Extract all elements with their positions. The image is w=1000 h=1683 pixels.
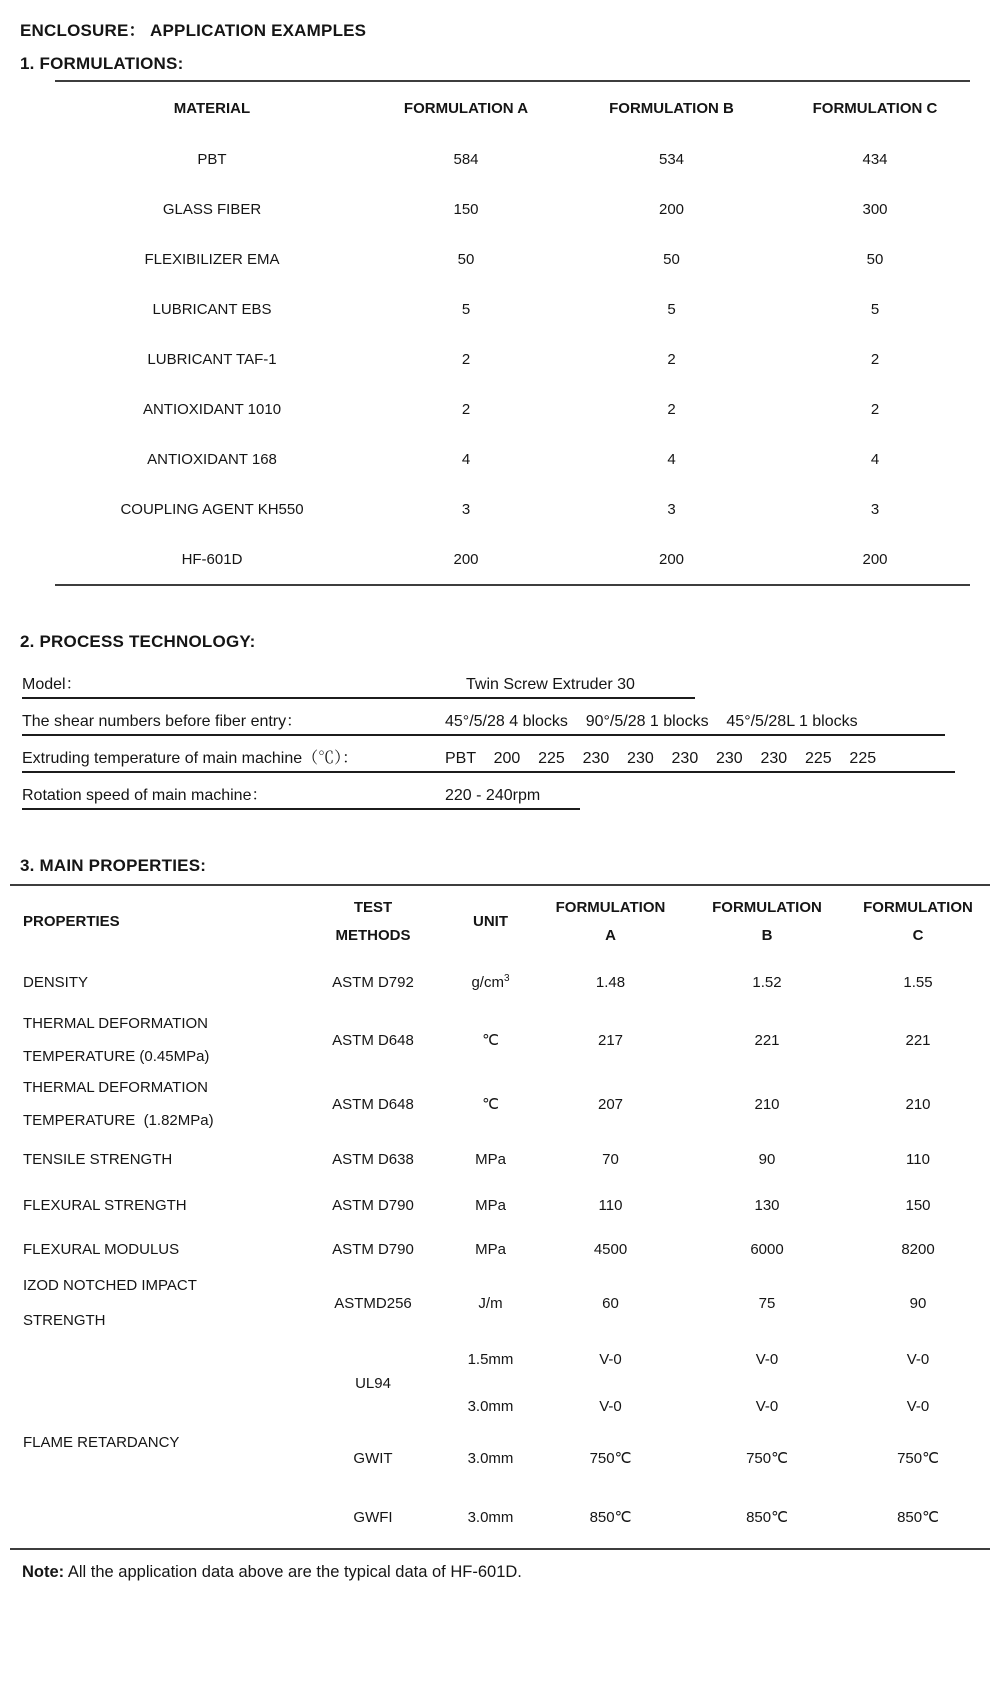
cell-value-a: 200: [453, 550, 479, 568]
ul94-row-30mm: [448, 1382, 990, 1430]
cell-unit: MPa: [475, 1240, 506, 1258]
table-row: [55, 384, 970, 434]
cell-unit: [448, 973, 533, 991]
cell-value-a: 4: [461, 450, 471, 468]
properties-table: [10, 884, 990, 1550]
cell-thickness: 3.0mm: [467, 1397, 514, 1415]
ul94-row-15mm: [448, 1336, 990, 1382]
property-line-1: THERMAL DEFORMATION: [23, 1015, 209, 1032]
cell-value-a: 2: [461, 400, 471, 418]
ul94-rows: [448, 1336, 990, 1430]
column-header-material: MATERIAL: [173, 99, 251, 117]
column-header-formulation-c: [846, 893, 990, 949]
process-label: Extruding temperature of main machine（℃）：: [22, 750, 359, 767]
table-row: [55, 534, 970, 584]
cell-value-c: V-0: [906, 1397, 930, 1415]
header-line-c: C: [912, 926, 924, 944]
cell-value-c: 110: [906, 1150, 930, 1168]
cell-value-a: 50: [457, 250, 475, 268]
cell-value-b: 1.52: [752, 973, 782, 991]
header-line-a: A: [605, 926, 616, 944]
cell-material: FLEXIBILIZER EMA: [144, 250, 280, 268]
process-label: The shear numbers before fiber entry：: [22, 713, 303, 730]
column-header-formulation-a: FORMULATION A: [403, 99, 529, 117]
flame-subtable: [298, 1336, 990, 1548]
cell-value-b: 200: [658, 550, 685, 568]
cell-value-a: 207: [597, 1095, 624, 1113]
formulations-header-row: [55, 82, 970, 134]
cell-property: DENSITY: [23, 973, 89, 991]
process-value: 220 - 240rpm: [445, 787, 541, 804]
table-row-flexural-modulus: [10, 1228, 990, 1270]
property-line-2: TEMPERATURE (1.82MPa): [23, 1112, 214, 1129]
cell-value-a: 850℃: [589, 1509, 632, 1526]
cell-property: [10, 1270, 298, 1336]
note-label: Note:: [22, 1563, 65, 1581]
cell-unit: ℃: [482, 1096, 499, 1113]
unit-superscript: 3: [503, 973, 510, 984]
cell-value-c: 4: [870, 450, 880, 468]
cell-method-gwit: GWIT: [353, 1449, 393, 1467]
table-row: [55, 434, 970, 484]
table-row-thermal-182: [10, 1072, 990, 1136]
section-heading-formulations: 1. FORMULATIONS:: [20, 54, 184, 73]
page-title: ENCLOSURE： APPLICATION EXAMPLES: [20, 21, 367, 40]
cell-value-a: 150: [453, 200, 479, 218]
cell-value-b: 6000: [750, 1240, 784, 1258]
cell-thickness: 3.0mm: [467, 1449, 514, 1467]
cell-value-b: 534: [658, 150, 685, 168]
cell-method: ASTM D648: [332, 1095, 414, 1113]
header-line-test: TEST: [353, 898, 393, 916]
process-label: Model：: [22, 676, 82, 693]
cell-thickness: 3.0mm: [467, 1508, 514, 1526]
cell-value-a: 110: [598, 1196, 623, 1214]
property-line-1: IZOD NOTCHED IMPACT: [23, 1277, 197, 1294]
process-value: PBT 200 225 230 230 230 230 230 225 225: [445, 750, 877, 767]
note-text: All the application data above are the typical data of HF-601D.: [64, 1563, 522, 1581]
cell-value-a: 1.48: [595, 973, 626, 991]
cell-unit: ℃: [482, 1032, 499, 1049]
table-row: [55, 234, 970, 284]
cell-method: ASTM D790: [332, 1196, 414, 1214]
column-header-formulation-c: FORMULATION C: [812, 99, 938, 117]
cell-property: FLAME RETARDANCY: [23, 1433, 180, 1451]
cell-value-a: 217: [597, 1031, 624, 1049]
cell-value-c: 150: [905, 1196, 931, 1214]
property-line-2: STRENGTH: [23, 1312, 106, 1329]
cell-value-c: 221: [905, 1031, 931, 1049]
ul94-block: [298, 1336, 990, 1430]
cell-value-c: 50: [866, 250, 884, 268]
table-row-tensile: [10, 1136, 990, 1182]
cell-value-c: 750℃: [897, 1450, 939, 1467]
cell-value-a: V-0: [599, 1350, 622, 1368]
gwit-row: [298, 1430, 990, 1486]
process-line-extruding: [22, 736, 955, 773]
table-row-izod: [10, 1270, 990, 1336]
cell-value-a: 60: [602, 1294, 619, 1312]
cell-value-b: 75: [758, 1294, 776, 1312]
cell-value-c: 2: [870, 350, 880, 368]
cell-value-a: 3: [461, 500, 471, 518]
cell-unit: MPa: [475, 1150, 506, 1168]
cell-value-b: 5: [667, 300, 676, 318]
cell-value-b: 750℃: [746, 1450, 788, 1467]
column-header-test-methods: [298, 893, 448, 949]
cell-property: [10, 1072, 298, 1136]
table-row-thermal-045: [10, 1008, 990, 1072]
header-line-formulation: FORMULATION: [555, 898, 666, 916]
cell-value-c: 8200: [901, 1240, 935, 1258]
cell-value-a: 5: [461, 300, 471, 318]
cell-material: GLASS FIBER: [162, 200, 262, 218]
table-row: [55, 284, 970, 334]
cell-value-a: 750℃: [589, 1450, 632, 1467]
unit-base: g/cm: [471, 974, 504, 991]
cell-value-c: 210: [905, 1095, 931, 1113]
column-header-formulation-b: FORMULATION B: [609, 99, 734, 117]
cell-value-b: 90: [758, 1150, 776, 1168]
cell-value-c: 3: [870, 500, 880, 518]
cell-property: [10, 1008, 298, 1072]
cell-unit: MPa: [475, 1196, 506, 1214]
table-row-flame-retardancy: [10, 1336, 990, 1548]
cell-method: ASTM D790: [332, 1240, 414, 1258]
cell-value-b: 3: [667, 500, 676, 518]
cell-value-c: 2: [870, 400, 880, 418]
process-label: Rotation speed of main machine：: [22, 787, 268, 804]
cell-value-c: 850℃: [897, 1509, 939, 1526]
process-line-rotation: [22, 773, 580, 810]
cell-method: ASTM D792: [332, 973, 414, 991]
process-lines: [22, 662, 1000, 810]
cell-value-a: 4500: [593, 1240, 628, 1258]
cell-value-a: 70: [602, 1150, 619, 1168]
header-line-methods: METHODS: [335, 926, 411, 944]
cell-value-b: 130: [754, 1196, 780, 1214]
cell-material: LUBRICANT TAF-1: [147, 350, 277, 368]
section-heading-process: 2. PROCESS TECHNOLOGY:: [20, 632, 256, 651]
cell-method-gwfi: GWFI: [353, 1508, 393, 1526]
column-header-properties: PROPERTIES: [23, 912, 120, 930]
note: [22, 1563, 1000, 1582]
cell-value-c: 90: [909, 1294, 927, 1312]
property-line-2: TEMPERATURE (0.45MPa): [23, 1048, 210, 1065]
table-row: [55, 484, 970, 534]
cell-method: ASTM D638: [332, 1150, 414, 1168]
cell-value-b: 200: [658, 200, 685, 218]
cell-value-a: 584: [453, 150, 479, 168]
column-header-formulation-a: [533, 893, 688, 949]
cell-property: TENSILE STRENGTH: [23, 1150, 173, 1168]
process-line-shear: [22, 699, 945, 736]
cell-value-b: 221: [754, 1031, 780, 1049]
property-line-1: THERMAL DEFORMATION: [23, 1079, 209, 1096]
cell-material: LUBRICANT EBS: [152, 300, 272, 318]
cell-value-b: 210: [754, 1095, 780, 1113]
cell-value-b: V-0: [755, 1397, 779, 1415]
cell-unit: J/m: [478, 1294, 503, 1312]
cell-value-b: 850℃: [746, 1509, 788, 1526]
cell-material: ANTIOXIDANT 1010: [142, 400, 282, 418]
table-row-flexural-strength: [10, 1182, 990, 1228]
formulations-table: [55, 80, 970, 586]
table-row: [55, 184, 970, 234]
process-value: Twin Screw Extruder 30: [466, 676, 635, 693]
header-line-b: B: [761, 926, 773, 944]
cell-value-b: 4: [667, 450, 676, 468]
table-row-density: [10, 956, 990, 1008]
properties-header-row: [10, 886, 990, 956]
cell-value-b: 2: [667, 350, 676, 368]
cell-value-b: 2: [667, 400, 676, 418]
column-header-formulation-b: [688, 893, 846, 949]
process-line-model: [22, 662, 695, 699]
cell-property: FLEXURAL STRENGTH: [23, 1196, 187, 1214]
section-heading-properties: 3. MAIN PROPERTIES:: [20, 856, 207, 875]
cell-material: PBT: [197, 150, 227, 168]
cell-method: ASTM D648: [332, 1031, 414, 1049]
cell-material: HF-601D: [181, 550, 243, 568]
cell-material: COUPLING AGENT KH550: [120, 500, 304, 518]
cell-value-a: V-0: [599, 1397, 622, 1415]
cell-material: ANTIOXIDANT 168: [147, 450, 277, 468]
cell-value-a: 2: [461, 350, 471, 368]
cell-value-b: 50: [663, 250, 680, 268]
cell-value-c: 1.55: [903, 973, 933, 991]
process-value: 45°/5/28 4 blocks 90°/5/28 1 blocks 45°/5/28L 1 blocks: [445, 713, 858, 730]
column-header-unit: UNIT: [473, 912, 508, 930]
cell-method-ul94: UL94: [355, 1374, 391, 1392]
cell-value-c: 434: [862, 150, 888, 168]
table-row: [55, 334, 970, 384]
cell-value-c: 300: [862, 200, 888, 218]
cell-value-c: 5: [870, 300, 880, 318]
header-line-formulation: FORMULATION: [712, 898, 822, 916]
gwfi-row: [298, 1486, 990, 1548]
table-row: [55, 134, 970, 184]
cell-value-c: V-0: [906, 1350, 930, 1368]
cell-method: ASTMD256: [334, 1294, 412, 1312]
header-line-formulation: FORMULATION: [863, 898, 973, 916]
cell-value-c: 200: [862, 550, 888, 568]
cell-value-b: V-0: [755, 1350, 779, 1368]
cell-property: FLEXURAL MODULUS: [23, 1240, 180, 1258]
cell-thickness: 1.5mm: [467, 1350, 514, 1368]
